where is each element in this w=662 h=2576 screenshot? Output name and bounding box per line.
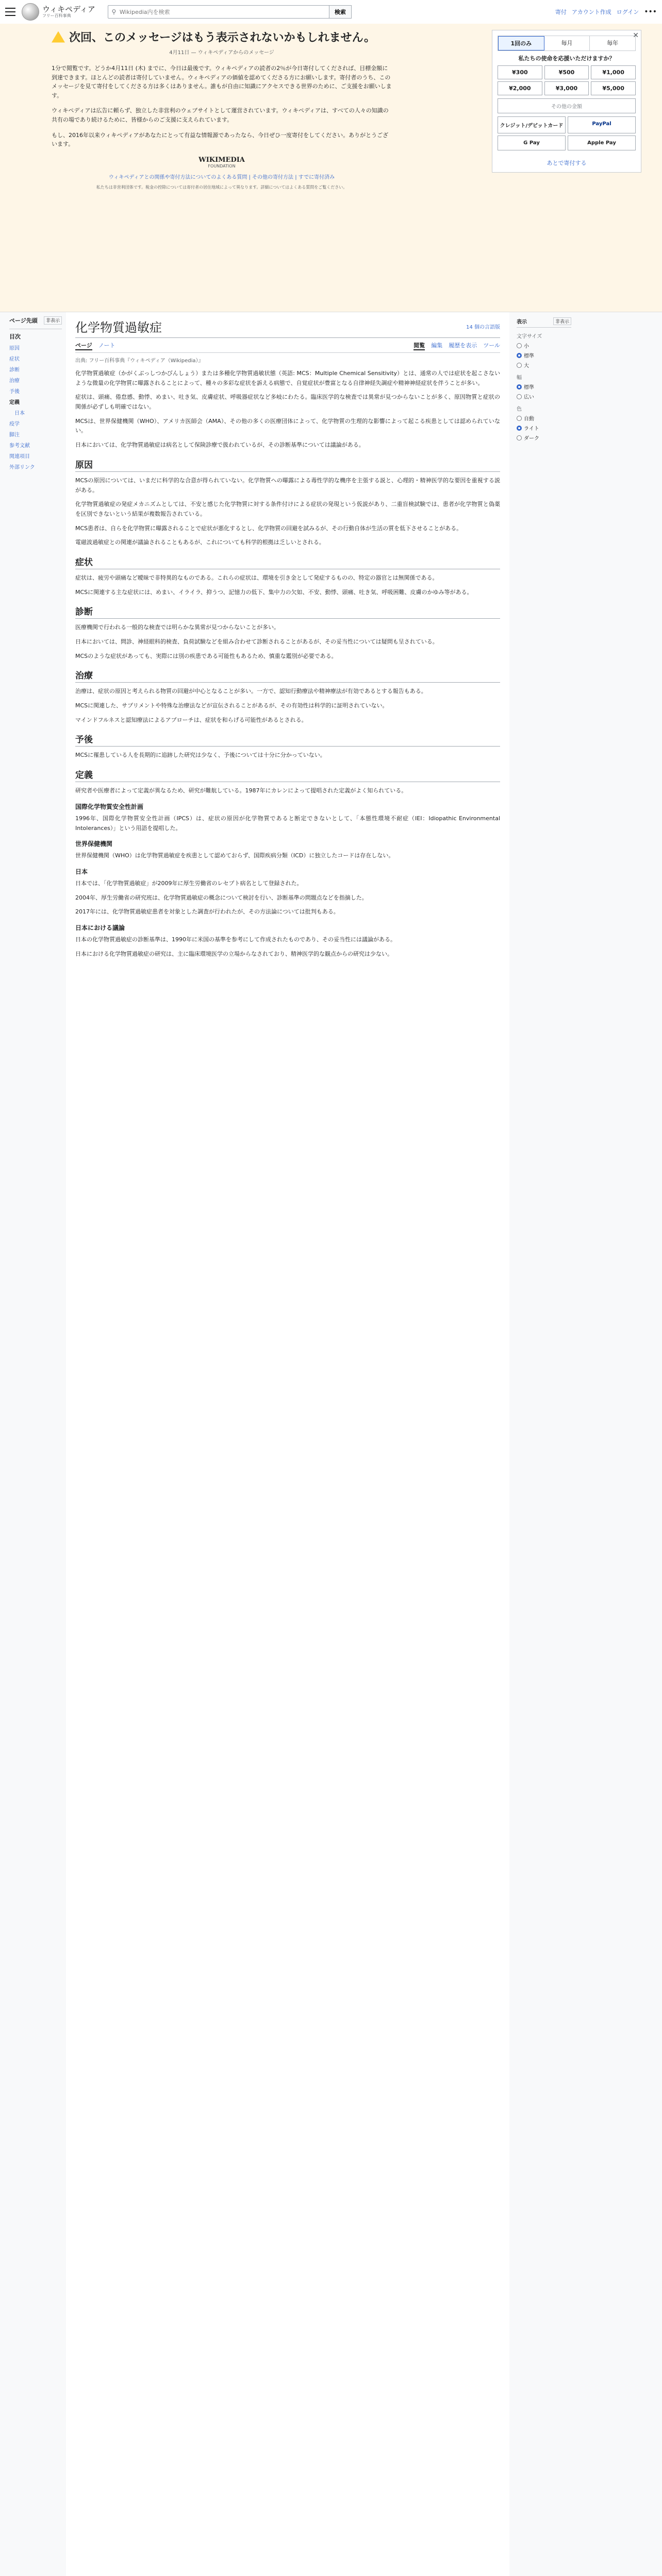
- paragraph: 世界保健機関（WHO）は化学物質過敏症を疾患として認めておらず、国際疾病分類（ICD）に独立したコードは存在しない。: [75, 852, 394, 859]
- google-pay-button[interactable]: G Pay: [498, 135, 566, 150]
- amount-grid: [498, 65, 636, 95]
- main-menu-icon[interactable]: [5, 8, 15, 16]
- donate-link[interactable]: 寄付: [555, 9, 567, 15]
- search-button[interactable]: 検索: [329, 5, 352, 19]
- banner-paragraph: 1分で閲覧です。どうか4月11日 (木) までに、今日は最後です。ウィキペディアの読者の2％が今日寄付してくだされば、目標金額に到達できます。ほとんどの読者は寄付していません。ウィキペディアの価値を認めてくださる方にお願いします。寄付者のうち、このメッセージを見て寄付をしてくださる方は多くはありません。誰もが自由に知識にアクセスできる世界のために、ご支援をお願いします。: [52, 65, 392, 99]
- tab-read[interactable]: 閲覧: [413, 341, 425, 350]
- toc-title: 目次: [9, 329, 62, 341]
- section-heading: [75, 732, 500, 747]
- radio-label: 自動: [524, 416, 534, 422]
- radio-option[interactable]: [517, 351, 571, 359]
- radio-label: 標準: [524, 385, 534, 391]
- card-button[interactable]: クレジット/デビットカード: [498, 116, 566, 133]
- toc-item[interactable]: 症状: [9, 357, 20, 362]
- paragraph: 電磁波過敏症との関連が議論されることもあるが、これについても科学的根拠は乏しいとされる。: [75, 539, 325, 546]
- create-account-link[interactable]: アカウント作成: [571, 9, 611, 15]
- page-tabs: [75, 338, 500, 353]
- toc-header: [9, 316, 62, 325]
- paragraph: 2017年には、化学物質過敏症患者を対象とした調査が行われたが、その方法論については批判もある。: [75, 908, 339, 916]
- close-icon[interactable]: ✕: [633, 31, 639, 40]
- toc-sidebar: [0, 312, 66, 2576]
- radio-button-icon: [517, 353, 522, 358]
- paragraph: 研究者や医療者によって定義が異なるため、研究が難航している。1987年にカレンによって提唱された定義がよく知られている。: [75, 787, 407, 794]
- paragraph: 症状は、頭痛、倦怠感、動悸、めまい、吐き気、皮膚症状、呼吸器症状など多岐にわたる。臨床医学的な検査では異常が見つからないことが多く、原因物質と症状の関係が必ずしも明確ではない。: [75, 394, 500, 411]
- banner-footer-links[interactable]: ウィキペディアとの関係や寄付方法についてのよくある質問 | その他の寄付方法 | すでに寄付済み: [108, 174, 335, 180]
- toc-heading[interactable]: ページ先頭: [9, 317, 38, 324]
- language-button[interactable]: 14 個の言語版: [466, 325, 500, 330]
- radio-option[interactable]: [517, 383, 571, 391]
- section-heading: [75, 668, 500, 683]
- paragraph: マインドフルネスと認知療法によるアプローチは、症状を和らげる可能性があるとされる。: [75, 716, 307, 723]
- user-links: [555, 8, 657, 16]
- section-title: 予後: [75, 735, 93, 745]
- wikimedia-sub: FOUNDATION: [208, 163, 236, 168]
- radio-option[interactable]: [517, 414, 571, 422]
- appearance-heading: 表示: [517, 319, 527, 325]
- text-size-label: 文字サイズ: [517, 334, 542, 340]
- section-heading: [75, 555, 500, 569]
- article-intro: [75, 369, 500, 450]
- banner-paragraph: もし、2016年以来ウィキペディアがあなたにとって有益な情報源であったなら、今日ぜひ一度寄付をしてください。ありがとうございます。: [52, 131, 389, 148]
- toc-item[interactable]: 原因: [9, 346, 20, 351]
- search-icon: ⚲: [111, 8, 117, 15]
- toc-item[interactable]: 治療: [9, 378, 20, 384]
- toc-item[interactable]: 疫学: [9, 421, 20, 427]
- wikimedia-name: WIKIMEDIA: [198, 156, 245, 164]
- amount-option[interactable]: ¥2,000: [498, 81, 542, 95]
- banner-title: 次回、このメッセージはもう表示されないかもしれません。: [69, 31, 376, 44]
- frequency-tabs: [498, 36, 636, 51]
- paragraph: 医療機関で行われる一般的な検査では明らかな異常が見つからないことが多い。: [75, 624, 279, 631]
- radio-button-icon: [517, 416, 522, 421]
- paragraph: 日本の化学物質過敏症の診断基準は、1990年に米国の基準を参考にして作成されたものであり、その妥当性には議論がある。: [75, 936, 396, 943]
- radio-label: ライト: [524, 426, 539, 432]
- other-amount-field[interactable]: その他の金額: [498, 98, 636, 113]
- logo-tagline: フリー百科事典: [42, 13, 71, 18]
- page-title: 化学物質過敏症: [75, 320, 162, 335]
- paragraph: MCSのような症状があっても、実際には別の疾患である可能性もあるため、慎重な鑑別が必要である。: [75, 652, 337, 659]
- paragraph: 日本においては、化学物質過敏症は病名として保険診療で扱われているが、その診断基準については議論がある。: [75, 442, 365, 449]
- amount-option[interactable]: ¥300: [498, 65, 542, 79]
- warning-icon: [52, 31, 65, 43]
- paragraph: MCSは、世界保健機関（WHO）、アメリカ医師会（AMA）、その他の多くの医療団体によって、化学物質の生理的な影響によって起こる疾患としては認められていない。: [75, 417, 500, 434]
- section-heading: [75, 768, 500, 782]
- article-content: [66, 312, 509, 2576]
- payment-methods: [498, 135, 636, 150]
- toc-item[interactable]: 予後: [9, 389, 20, 395]
- banner-paragraph: ウィキペディアは広告に頼らず、独立した非営利のウェブサイトとして運営されています。ウィキペディアは、すべての人々の知識の共有の場であり続けるために、皆様からのご支援に支えられています。: [52, 107, 389, 123]
- color-label: 色: [517, 406, 522, 412]
- toc-item[interactable]: 外部リンク: [9, 465, 35, 470]
- banner-body: [52, 64, 392, 149]
- amount-option[interactable]: ¥1,000: [591, 65, 636, 79]
- paragraph: MCSに罹患している人を長期的に追跡した研究は少なく、予後については十分に分かっていない。: [75, 752, 326, 759]
- tab-once[interactable]: 1回のみ: [498, 36, 544, 50]
- maybe-later-link[interactable]: あとで寄付する: [547, 160, 587, 166]
- appearance-panel: [509, 312, 571, 2576]
- toc-item[interactable]: 関連項目: [9, 454, 30, 460]
- paragraph: MCS患者は、自らを化学物質に曝露されることで症状が悪化するとし、化学物質の回避を試みるが、その行動自体が生活の質を低下させることがある。: [75, 524, 462, 532]
- tab-monthly[interactable]: 毎月: [544, 36, 590, 50]
- tab-talk[interactable]: ノート: [98, 342, 115, 349]
- hide-appearance-button[interactable]: 非表示: [553, 317, 571, 325]
- banner-fine-print: 私たちは非営利団体です。税金の控除については寄付者の居住地域によって異なります。詳細についてはよくある質問をご覧ください。: [96, 184, 347, 190]
- radio-label: 標準: [524, 353, 534, 359]
- tab-history[interactable]: 履歴を表示: [449, 342, 477, 349]
- subsection-heading: 世界保健機関: [75, 840, 113, 848]
- color-options: [517, 414, 571, 442]
- section-title: 診断: [75, 607, 93, 618]
- fundraising-banner: [0, 24, 662, 312]
- paragraph: 日本における化学物質過敏症の研究は、主に臨床環境医学の立場からなされており、精神医学的な観点からの研究は少ない。: [75, 950, 393, 957]
- subsection-heading: 国際化学物質安全性計画: [75, 803, 144, 810]
- search-input[interactable]: [120, 9, 329, 15]
- banner-subtitle: 4月11日 — ウィキペディアからのメッセージ: [169, 50, 274, 56]
- article-sections: [75, 457, 500, 959]
- tab-edit[interactable]: 編集: [431, 342, 443, 349]
- search-box: [108, 5, 329, 19]
- radio-button-icon: [517, 426, 522, 431]
- paragraph: 1996年、国際化学物質安全性計画（IPCS）は、症状の原因が化学物質であると断定できないとして、「本態性環境不耐症（IEI：Idiopathic Environmental Intolerances）」という用語を提唱した。: [75, 815, 500, 832]
- paypal-button[interactable]: PayPal: [568, 116, 636, 133]
- width-options: [517, 383, 571, 400]
- donate-prompt: 私たちの使命を応援いただけますか？: [518, 55, 615, 62]
- site-header: [0, 0, 662, 24]
- radio-label: ダーク: [524, 436, 539, 442]
- paragraph: 日本においては、問診、神経眼科的検査、負荷試験などを組み合わせて診断されることがあるが、その妥当性については疑問も呈されている。: [75, 638, 438, 645]
- radio-button-icon: [517, 384, 522, 389]
- tab-yearly[interactable]: 毎年: [607, 40, 619, 46]
- section-heading: [75, 604, 500, 619]
- radio-option[interactable]: [517, 361, 571, 369]
- subsection-heading: 日本: [75, 868, 88, 875]
- paragraph: 化学物質過敏症の発症メカニズムとしては、不安と感じた化学物質に対する条件付けによる症状の発現という仮説があり、二重盲検試験では、患者が化学物質と偽薬を区別できないという結果が複数報告されている。: [75, 501, 500, 517]
- toc-item[interactable]: 脚注: [9, 432, 20, 438]
- payment-methods: [498, 116, 636, 133]
- amount-option[interactable]: ¥3,000: [544, 81, 589, 95]
- paragraph: 2004年、厚生労働省の研究班は、化学物質過敏症の概念について検討を行い、診断基準の問題点などを指摘した。: [75, 894, 368, 901]
- subsection-heading: 日本における議論: [75, 924, 125, 931]
- radio-button-icon: [517, 394, 522, 399]
- page-title-row: [75, 317, 500, 338]
- toc-item[interactable]: 日本: [14, 411, 25, 416]
- logo-name: ウィキペディア: [42, 5, 95, 14]
- site-logo[interactable]: [22, 3, 95, 21]
- toc-list: [9, 344, 62, 470]
- radio-option[interactable]: [517, 434, 571, 442]
- globe-icon: [22, 3, 39, 21]
- login-link[interactable]: ログイン: [616, 9, 639, 15]
- radio-label: 小: [524, 344, 529, 349]
- main-area: [0, 312, 662, 2576]
- section-title: 症状: [75, 557, 93, 568]
- toc-item[interactable]: 参考文献: [9, 443, 30, 449]
- radio-label: 大: [524, 363, 529, 369]
- amount-option[interactable]: ¥5,000: [591, 81, 636, 95]
- text-size-options: [517, 342, 571, 369]
- paragraph: MCSに関連した、サプリメントや特殊な治療法などが宣伝されることがあるが、その有効性は科学的に証明されていない。: [75, 702, 388, 709]
- donate-form: [492, 30, 641, 173]
- radio-button-icon: [517, 343, 522, 348]
- radio-option[interactable]: [517, 342, 571, 349]
- toc-item[interactable]: 診断: [9, 367, 20, 373]
- paragraph: 治療は、症状の原因と考えられる物質の回避が中心となることが多い。一方で、認知行動療法や精神療法が有効であるとする報告もある。: [75, 688, 427, 695]
- toc-item[interactable]: 定義: [9, 400, 20, 405]
- paragraph: 化学物質過敏症（かがくぶっしつかびんしょう）または多種化学物質過敏状態（英語: MCS：Multiple Chemical Sensitivity）とは、通常の人では症状を起こさないような微量の化学物質に曝露されることによって、種々の多彩な症状を訴える病態で、自覚症状が豊富となる自律神経失調症や精神神経症状を伴うことが多い。: [75, 370, 500, 386]
- section-title: 治療: [75, 671, 93, 682]
- banner-title-row: [52, 29, 392, 45]
- appearance-header: [517, 317, 571, 328]
- paragraph: MCSの原因については、いまだに科学的な合意が得られていない。化学物質への曝露による毒性学的な機序を主張する説と、心理的・精神医学的な要因を重視する説がある。: [75, 477, 500, 494]
- paragraph: MCSに関連する主な症状には、めまい、イライラ、抑うつ、記憶力の低下、集中力の欠如、不安、動悸、頭痛、吐き気、呼吸困難、皮膚のかゆみ等がある。: [75, 588, 473, 596]
- more-options-icon[interactable]: •••: [644, 8, 657, 16]
- radio-button-icon: [517, 435, 522, 440]
- amount-option[interactable]: ¥500: [544, 65, 589, 79]
- article-source: 出典: フリー百科事典『ウィキペディア（Wikipedia）』: [75, 358, 204, 364]
- radio-button-icon: [517, 363, 522, 368]
- wikimedia-logo: [52, 156, 392, 168]
- tab-tools[interactable]: ツール: [483, 342, 500, 349]
- radio-option[interactable]: [517, 424, 571, 432]
- radio-option[interactable]: [517, 393, 571, 400]
- hide-toc-button[interactable]: 非表示: [44, 316, 62, 325]
- article-continuation: [75, 963, 500, 2576]
- paragraph: 日本では、「化学物質過敏症」が2009年に厚生労働省のレセプト病名として登録された。: [75, 879, 303, 887]
- section-title: 原因: [75, 460, 93, 470]
- width-label: 幅: [517, 375, 522, 381]
- radio-label: 広い: [524, 395, 534, 400]
- section-title: 定義: [75, 770, 93, 781]
- section-heading: [75, 457, 500, 472]
- apple-pay-button[interactable]: Apple Pay: [568, 135, 636, 150]
- tab-page[interactable]: ページ: [75, 341, 92, 350]
- paragraph: 症状は、疲労や頭痛など曖昧で非特異的なものである。これらの症状は、環境を引き金として発症するものの、特定の器官とは無関係である。: [75, 574, 438, 581]
